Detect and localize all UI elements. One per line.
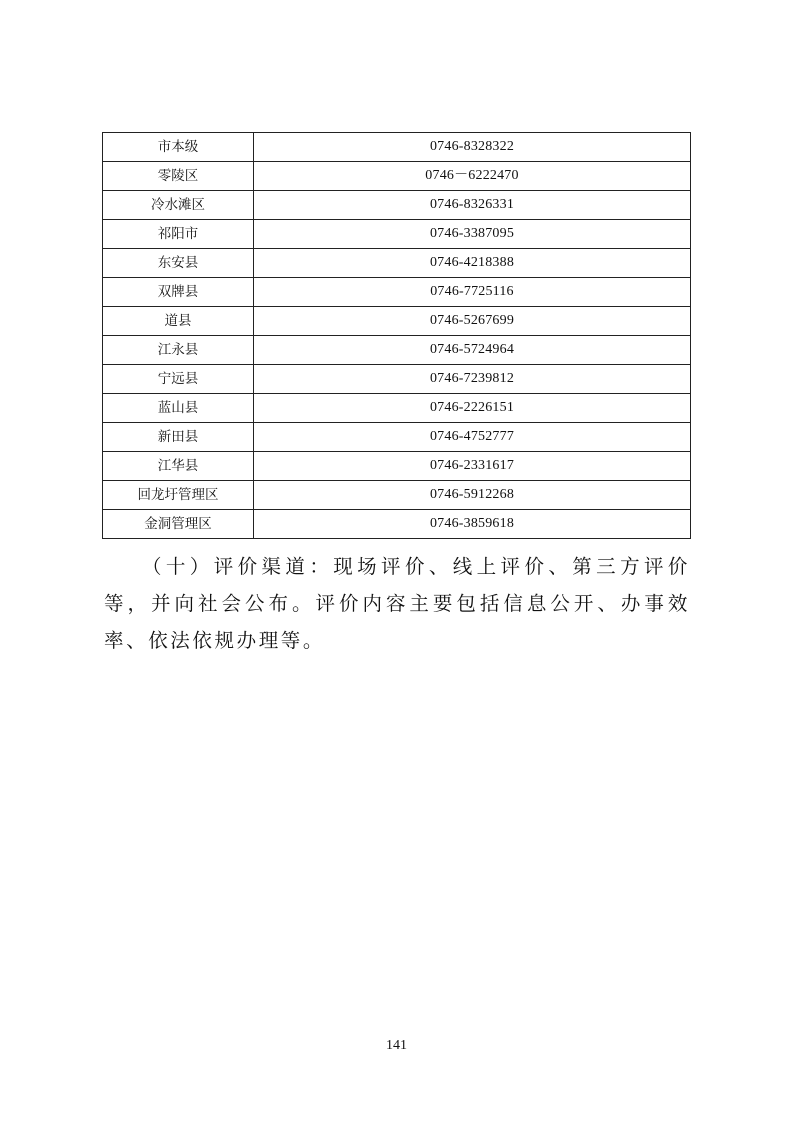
table-row: [103, 336, 691, 365]
table-row: [103, 423, 691, 452]
phone-number-cell: 0746-2331617: [254, 452, 691, 481]
phone-number-cell: 0746-7725116: [254, 278, 691, 307]
area-name-cell: 双牌县: [103, 278, 254, 307]
area-name-cell: 江永县: [103, 336, 254, 365]
phone-number-cell: 0746-5267699: [254, 307, 691, 336]
table-row: [103, 249, 691, 278]
table-row: [103, 307, 691, 336]
area-name-cell: 道县: [103, 307, 254, 336]
area-name-cell: 冷水滩区: [103, 191, 254, 220]
table-row: [103, 481, 691, 510]
area-name-cell: 新田县: [103, 423, 254, 452]
table-row: [103, 191, 691, 220]
page-number: 141: [386, 1038, 407, 1053]
phone-number-cell: 0746-5912268: [254, 481, 691, 510]
table-row: [103, 510, 691, 539]
phone-number-cell: 0746-7239812: [254, 365, 691, 394]
phone-number-cell: 0746-2226151: [254, 394, 691, 423]
table-row: [103, 394, 691, 423]
area-name-cell: 金洞管理区: [103, 510, 254, 539]
contact-table-body: [103, 133, 691, 539]
area-name-cell: 江华县: [103, 452, 254, 481]
area-name-cell: 回龙圩管理区: [103, 481, 254, 510]
area-name-cell: 市本级: [103, 133, 254, 162]
table-row: [103, 162, 691, 191]
area-name-cell: 蓝山县: [103, 394, 254, 423]
area-name-cell: 祁阳市: [103, 220, 254, 249]
phone-number-cell: 0746-4752777: [254, 423, 691, 452]
evaluation-channel-paragraph: （十）评价渠道：现场评价、线上评价、第三方评价等，并向社会公布。评价内容主要包括信息公开、办事效率、依法依规办理等。: [104, 555, 690, 652]
phone-number-cell: 0746-3387095: [254, 220, 691, 249]
phone-number-cell: 0746-4218388: [254, 249, 691, 278]
table-row: [103, 452, 691, 481]
table-row: [103, 278, 691, 307]
area-name-cell: 零陵区: [103, 162, 254, 191]
contact-phone-table: [102, 132, 691, 539]
phone-number-cell: 0746－6222470: [254, 162, 691, 191]
table-row: [103, 133, 691, 162]
area-name-cell: 东安县: [103, 249, 254, 278]
area-name-cell: 宁远县: [103, 365, 254, 394]
phone-number-cell: 0746-8326331: [254, 191, 691, 220]
phone-number-cell: 0746-5724964: [254, 336, 691, 365]
phone-number-cell: 0746-8328322: [254, 133, 691, 162]
phone-number-cell: 0746-3859618: [254, 510, 691, 539]
table-row: [103, 365, 691, 394]
table-row: [103, 220, 691, 249]
